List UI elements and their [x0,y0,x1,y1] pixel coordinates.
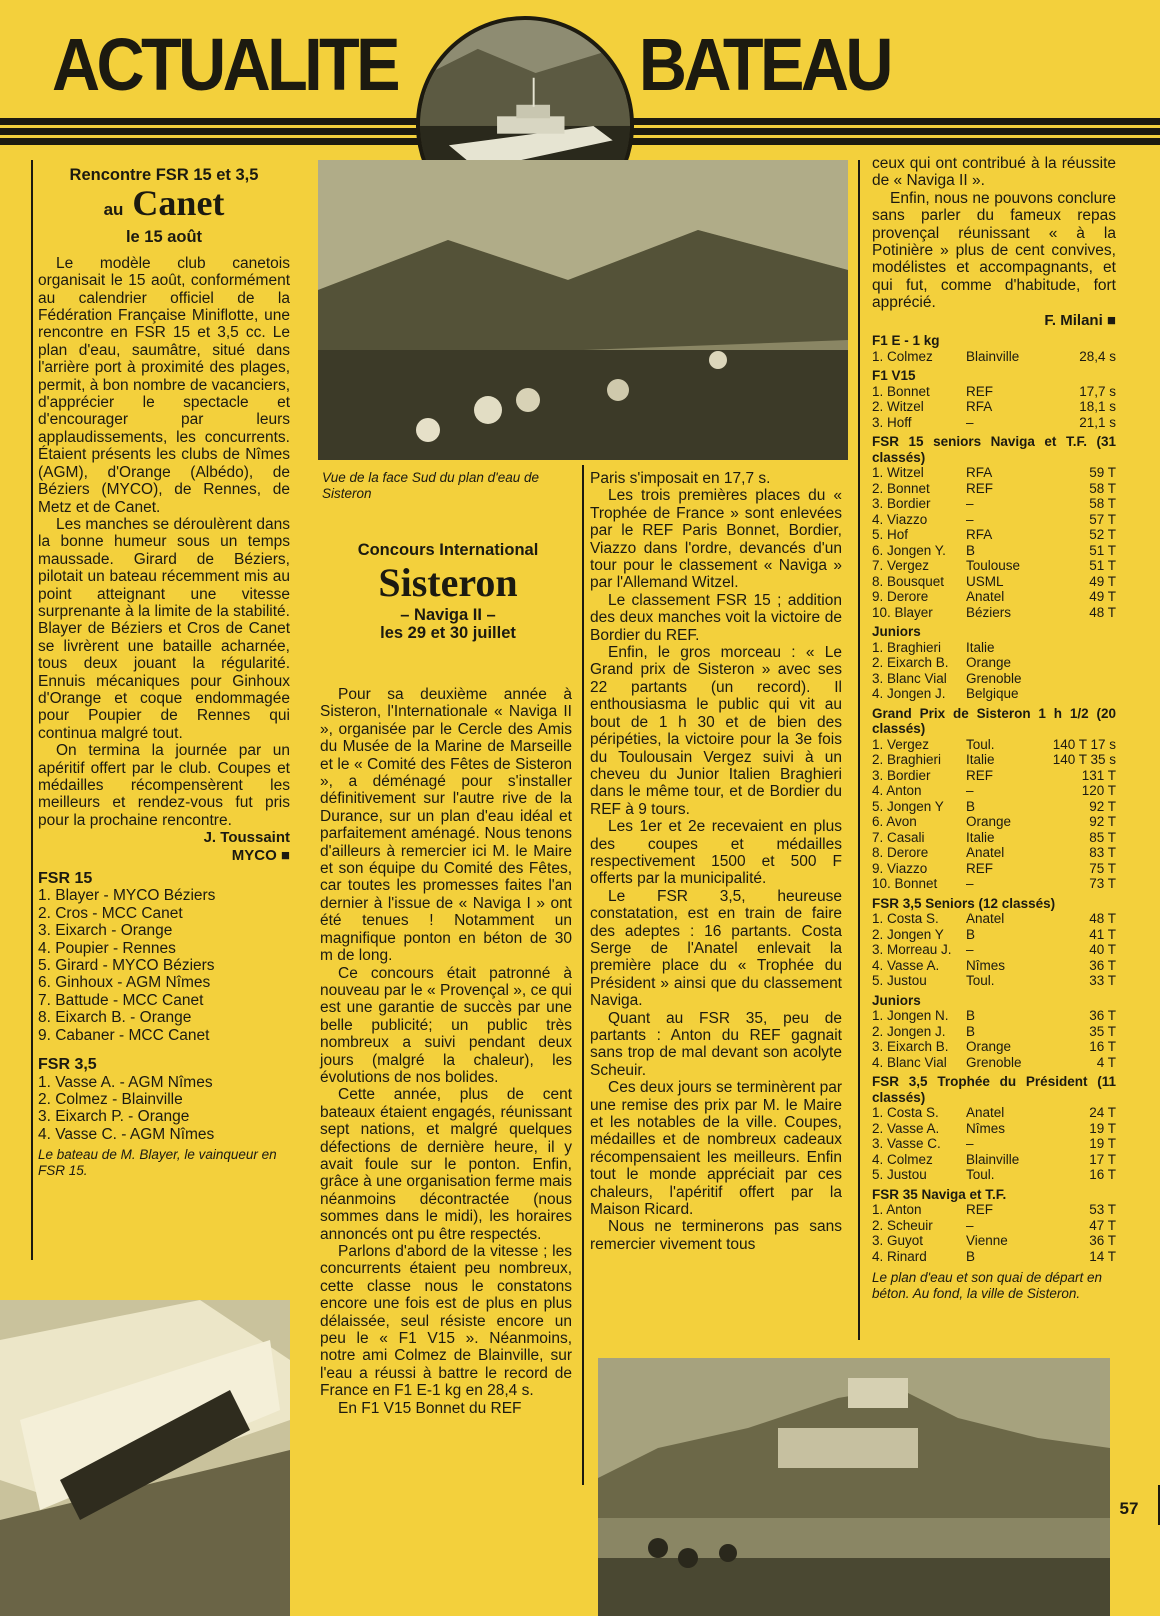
sisteron-paragraph: Ces deux jours se terminèrent par une remise des prix par M. le Maire et les notables de la ville. Coupes, médailles et de nombreux cadeaux récompensaient les meilleurs. Enfin tout le monde appréciait par ces chaleurs, l'apéritif offert par la Maison Ricard. [590,1079,842,1219]
result-value: 21,1 s [1079,414,1116,430]
masthead-right-title: BATEAU [639,23,890,106]
result-value [1046,686,1116,702]
result-name: 5. Jongen Y [872,798,944,814]
result-club: B [966,1023,976,1039]
result-club: – [966,942,974,958]
sisteron-paragraph: Quant au FSR 35, peu de partants : Anton du REF gagnait sans trop de mal devant son acolyte Scheuir. [590,1009,842,1079]
result-club: B [966,798,976,814]
result-value: 92 T [1089,798,1116,814]
results-section-title: FSR 15 seniors Naviga et T.F. (31 classés) [872,434,1116,465]
result-name: 1. Anton [872,1202,922,1218]
result-name: 7. Vergez [872,558,930,574]
result-value: 16 T [1089,1167,1116,1183]
results-row [872,1136,1116,1152]
result-name: 8. Derore [872,845,929,861]
results-row [872,958,1116,974]
results-table [872,911,1116,989]
sisteron-paragraph: Les trois premières places du « Trophée de France » sont enlevées par le REF Paris Bonnet, Bordier, Viazzo dans l'ordre, devancés d'un tour pour le classement « Naviga » par l'Allemand Witzel. [590,487,842,592]
result-value: 36 T [1089,1008,1116,1024]
result-value: 57 T [1089,511,1116,527]
results-row [872,942,1116,958]
results-table [872,1105,1116,1183]
blayer-caption: Le bateau de M. Blayer, le vainqueur en FSR 15. [38,1147,277,1178]
result-name: 1. Jongen N. [872,1008,949,1024]
canet-title-city: Canet [132,183,225,224]
fsr35-result-row: 3. Eixarch P. - Orange [38,1108,190,1126]
results-row [872,1039,1116,1055]
result-club: B [966,1008,976,1024]
page-number: 57 [1119,1499,1139,1518]
result-name: 9. Derore [872,589,929,605]
results-table [872,1008,1116,1070]
result-club: REF [966,480,993,496]
sisteron-article-col3 [590,470,842,1253]
results-row [872,496,1116,512]
result-name: 1. Costa S. [872,1105,939,1121]
canet-title [38,184,290,229]
result-name: 4. Rinard [872,1248,927,1264]
canet-club: MYCO ■ [231,846,290,864]
result-club: Italie [966,829,995,845]
sisteron-paragraph: Nous ne terminerons pas sans remercier vivement tous [590,1218,842,1253]
results-table [872,349,1116,365]
result-name: 2. Eixarch B. [872,655,949,671]
fsr35-result-row: 2. Colmez - Blainville [38,1090,183,1108]
result-name: 1. Vergez [872,736,930,752]
result-value: 58 T [1089,496,1116,512]
result-name: 5. Hof [872,527,909,543]
column-rule [858,160,860,1340]
result-value: 17,7 s [1079,383,1116,399]
result-name: 1. Costa S. [872,911,939,927]
result-club: RFA [966,465,993,481]
result-value: 120 T [1081,783,1116,799]
fsr35-title: FSR 3,5 [38,1056,97,1074]
result-name: 2. Vasse A. [872,1120,940,1136]
results-row [872,558,1116,574]
sisteron-paragraph: Le FSR 3,5, heureuse constatation, est en train de faire des adeptes : 16 partants. Costa Serge de l'Anatel enlevait la première place du « Trophée du Président » ainsi que du classement Naviga. [590,887,842,1010]
result-name: 4. Jongen J. [872,686,946,702]
results-row [872,589,1116,605]
fsr15-result-row: 1. Blayer - MYCO Béziers [38,887,216,905]
fsr15-result-row: 4. Poupier - Rennes [38,939,176,957]
result-club: Orange [966,1039,1012,1055]
fsr15-result-row: 6. Ginhoux - AGM Nîmes [38,974,211,992]
results-row [872,737,1116,753]
column-rule [582,465,584,1485]
sisteron-article-col2 [320,686,572,1417]
result-name: 1. Witzel [872,465,924,481]
results-row [872,384,1116,400]
result-name: 4. Colmez [872,1151,933,1167]
result-value: 49 T [1089,589,1116,605]
result-name: 3. Bordier [872,767,931,783]
results-section-title: Grand Prix de Sisteron 1 h 1/2 (20 classés) [872,705,1116,737]
result-value: 51 T [1089,558,1116,574]
fsr15-result-row: 7. Battude - MCC Canet [38,991,204,1009]
fsr15-result-row: 9. Cabaner - MCC Canet [38,1026,210,1044]
result-club: B [966,1248,976,1264]
results-row [872,1218,1116,1234]
result-name: 4. Anton [872,783,922,799]
result-value: 4 T [1096,1054,1116,1070]
sisteron-results [872,333,1116,1264]
results-row [872,543,1116,559]
result-club: REF [966,767,993,783]
sisteron-paragraph: Cette année, plus de cent bateaux étaient engagés, réunissant sept nations, et malgré quelques défections de dernière heure, il y avait foule sur le ponton. Enfin, grâce à une organisation ferme mais néanmoins décontractée (nous sommes dans le midi), les horaires annoncés ont pu être respectés. [320,1086,572,1243]
results-row [872,927,1116,943]
result-name: 2. Scheuir [872,1217,933,1233]
result-value: 36 T [1089,1233,1116,1249]
results-section-title: Juniors [872,624,921,640]
result-club: Belgique [966,686,1019,702]
results-row [872,1055,1116,1071]
sisteron-paragraph: Parlons d'abord de la vitesse ; les concurrents étaient peu nombreux, cette classe nous le constatons encore une fois est de plus en plus délaissée, seul résiste encore un peu le « F1 V15 ». Néanmoins, notre ami Colmez de Blainville, sur l'eau a réussi à battre le record de France en F1 E-1 kg en 28,4 s. [320,1243,572,1400]
result-value: 47 T [1089,1217,1116,1233]
results-row [872,876,1116,892]
sisteron-town-photo [598,1358,1110,1616]
result-club: Anatel [966,845,1005,861]
result-value: 140 T 17 s [1052,736,1116,752]
results-row [872,861,1116,877]
result-value: 17 T [1089,1151,1116,1167]
results-row [872,1121,1116,1137]
column-rule [31,160,33,1260]
result-value: 19 T [1089,1136,1116,1152]
results-row [872,527,1116,543]
result-value: 75 T [1089,860,1116,876]
result-value [1046,671,1116,687]
result-club: Nîmes [966,1120,1006,1136]
results-row [872,671,1116,687]
result-club: Toul. [966,973,995,989]
result-value: 18,1 s [1079,399,1116,415]
results-row [872,512,1116,528]
result-name: 4. Blanc Vial [872,1054,947,1070]
results-section-title: FSR 3,5 Trophée du Président (11 classés) [872,1074,1116,1105]
blayer-boat-photo [0,1300,290,1616]
result-value [1046,655,1116,671]
results-row [872,1233,1116,1249]
result-club: – [966,876,974,892]
result-name: 10. Bonnet [872,876,938,892]
sisteron-paragraph: Ce concours était patronné à nouveau par le « Provençal », ce qui est une garantie de succès par une belle publicité; un public très nombreux a suivi pendant deux jours (malgré la chaleur), les évolutions de nos bolides. [320,964,572,1086]
result-name: 2. Jongen J. [872,1023,946,1039]
result-value: 33 T [1089,973,1116,989]
results-row [872,973,1116,989]
results-row [872,415,1116,431]
results-row [872,481,1116,497]
result-value: 73 T [1089,876,1116,892]
result-value: 51 T [1089,542,1116,558]
result-name: 3. Blanc Vial [872,670,947,686]
results-row [872,830,1116,846]
results-section-title: FSR 3,5 Seniors (12 classés) [872,895,1056,911]
south-photo-caption: Vue de la face Sud du plan d'eau de Sisteron [322,470,540,501]
result-club: REF [966,383,993,399]
canet-results [38,870,290,1143]
result-name: 1. Braghieri [872,639,942,655]
result-club: Vienne [966,1233,1008,1249]
results-row [872,399,1116,415]
result-value: 83 T [1089,845,1116,861]
results-row [872,814,1116,830]
results-row [872,1249,1116,1265]
results-section-title: Juniors [872,992,921,1008]
masthead-left-title: ACTUALITE [52,23,397,106]
results-row [872,686,1116,702]
result-club: – [966,1217,974,1233]
result-club: – [966,1136,974,1152]
quay-photo-caption: Le plan d'eau et son quai de départ en béton. Au fond, la ville de Sisteron. [872,1270,1103,1301]
sisteron-paragraph: Pour sa deuxième année à Sisteron, l'Internationale « Naviga II », organisée par le Cercle des Amis du Musée de la Marine de Marseille et le « Comité des Fêtes de Sisteron », a déménagé pour s'installer définitivement sur l'autre rive de la Durance, sur un plan d'eau idéal et parfaitement aménagé. Nous tenons d'ailleurs à remercier ici M. le Maire et son équipe du Comité des Fêtes, car toutes les promesses faites l'an dernier à l'issue de « Naviga I » ont été tenues ! Notamment un magnifique ponton en béton de 30 m de long. [320,686,572,965]
result-name: 1. Bonnet [872,383,930,399]
result-name: 5. Justou [872,1167,927,1183]
sisteron-subtitle: – Naviga II – [400,606,496,625]
results-table [872,384,1116,431]
result-value: 48 T [1089,604,1116,620]
result-name: 2. Witzel [872,399,924,415]
fsr15-result-row: 5. Girard - MYCO Béziers [38,957,215,975]
sisteron-header [330,542,566,642]
result-club: – [966,496,974,512]
result-value: 35 T [1089,1023,1116,1039]
results-row [872,1202,1116,1218]
result-club: Toulouse [966,558,1021,574]
result-club: Anatel [966,1105,1005,1121]
sisteron-author: F. Milani ■ [1044,311,1116,329]
result-value: 28,4 s [1079,348,1116,364]
result-club: Toul. [966,736,995,752]
result-club: Italie [966,752,995,768]
result-club: Grenoble [966,670,1022,686]
results-section-title: F1 E - 1 kg [872,333,940,349]
canet-article [38,165,290,1178]
results-row [872,640,1116,656]
sisteron-paragraph: Enfin, le gros morceau : « Le Grand prix de Sisteron » avec ses 22 partants (un record). Il enthousiasma le public qui vit au bout de 1 h 30 et de bien des péripéties, la victoire pour la 3e fois du Toulousain Vergez suivi à un cheveu du Junior Italien Braghieri dans le même tour, et de Bordier du REF à 9 tours. [590,644,842,818]
canet-title-au: au [103,200,124,220]
results-row [872,605,1116,621]
result-club: Béziers [966,604,1012,620]
sisteron-paragraph: Les 1er et 2e recevaient en plus des coupes et médailles respectivement 1500 et 500 F offerts par la municipalité. [590,818,842,888]
results-row [872,655,1116,671]
result-club: Blainville [966,1151,1020,1167]
result-value: 41 T [1089,926,1116,942]
sisteron-title: Sisteron [378,560,518,606]
result-club: Nîmes [966,957,1006,973]
result-value: 52 T [1089,527,1116,543]
result-value: 131 T [1081,767,1116,783]
result-value: 58 T [1089,480,1116,496]
result-club: RFA [966,399,993,415]
sisteron-paragraph: Paris s'imposait en 17,7 s. [590,470,771,487]
canet-paragraph: On termina la journée par un apéritif offert par le club. Coupes et médailles récompensèrent les meilleurs et rendez-vous fut pris pour la prochaine rencontre. [38,742,290,829]
results-row [872,752,1116,768]
fsr15-list [38,887,290,1044]
fsr35-list [38,1074,290,1144]
result-value: 40 T [1089,942,1116,958]
result-name: 1. Colmez [872,348,933,364]
result-name: 8. Bousquet [872,573,945,589]
results-table [872,1202,1116,1264]
result-name: 3. Guyot [872,1233,924,1249]
fsr15-result-row: 3. Eixarch - Orange [38,922,173,940]
result-name: 7. Casali [872,829,925,845]
fsr35-result-row: 4. Vasse C. - AGM Nîmes [38,1125,215,1143]
canet-date: le 15 août [125,228,203,247]
sisteron-paragraph: En F1 V15 Bonnet du REF [338,1399,522,1417]
results-row [872,1105,1116,1121]
results-row [872,783,1116,799]
sisteron-date: les 29 et 30 juillet [380,623,516,642]
result-value [1046,640,1116,656]
sisteron-kicker: Concours International [357,541,539,559]
result-value: 49 T [1089,573,1116,589]
result-club: Blainville [966,348,1020,364]
result-club: – [966,414,974,430]
result-name: 3. Eixarch B. [872,1039,949,1055]
results-table [872,737,1116,892]
result-club: B [966,542,976,558]
result-name: 2. Jongen Y [872,926,944,942]
result-club: – [966,783,974,799]
result-value: 92 T [1089,814,1116,830]
fsr15-result-row: 8. Eixarch B. - Orange [38,1009,192,1027]
canet-author: J. Toussaint [203,829,290,847]
result-value: 19 T [1089,1120,1116,1136]
results-section-title: F1 V15 [872,368,916,384]
result-name: 5. Justou [872,973,927,989]
results-row [872,574,1116,590]
result-club: USML [966,573,1004,589]
result-club: Orange [966,814,1012,830]
result-club: Anatel [966,911,1005,927]
results-row [872,1152,1116,1168]
results-row [872,845,1116,861]
canet-paragraph: Le modèle club canetois organisait le 15 août, conformément au calendrier officiel de la Fédération Française Miniflotte, une rencontre en FSR 15 et 3,5 cc. Le plan d'eau, saumâtre, situé dans l'arrière port à proximité des plages, permit, à bon nombre de vacanciers, d'apprécier le spectacle et d'encourager par leurs applaudissements, les concurrents. Étaient présents les clubs de Nîmes (AGM), d'Orange (Albédo), de Béziers (MYCO), de Rennes, de Metz et de Canet. [38,254,290,516]
result-club: Toul. [966,1167,995,1183]
result-name: 3. Bordier [872,496,931,512]
fsr35-result-row: 1. Vasse A. - AGM Nîmes [38,1073,213,1091]
result-value: 85 T [1089,829,1116,845]
results-table [872,640,1116,702]
result-club: REF [966,860,993,876]
sisteron-south-photo [318,160,848,460]
result-club: Orange [966,655,1012,671]
result-value: 59 T [1089,465,1116,481]
sisteron-paragraph: Enfin, nous ne pouvons conclure sans parler du fameux repas provençal réunissant « à la Potinière » plus de cent convives, modélistes et accompagnants, et qui fut, comme d'habitude, fort apprécié. [872,189,1116,312]
fsr15-title: FSR 15 [38,870,93,888]
result-club: REF [966,1202,993,1218]
result-name: 3. Hoff [872,414,912,430]
result-value: 48 T [1089,911,1116,927]
result-club: Anatel [966,589,1005,605]
result-value: 140 T 35 s [1052,752,1116,768]
results-row [872,465,1116,481]
result-name: 4. Viazzo [872,511,928,527]
results-row [872,1008,1116,1024]
result-name: 6. Avon [872,814,917,830]
sisteron-article-col4 [872,155,1116,1301]
result-name: 4. Vasse A. [872,957,940,973]
result-value: 14 T [1089,1248,1116,1264]
canet-headline: Rencontre FSR 15 et 3,5 [69,166,259,184]
results-section-title: FSR 35 Naviga et T.F. [872,1186,1007,1202]
results-row [872,1167,1116,1183]
result-value: 53 T [1089,1202,1116,1218]
result-name: 2. Braghieri [872,752,942,768]
result-value: 16 T [1089,1039,1116,1055]
result-value: 24 T [1089,1105,1116,1121]
canet-paragraph: Les manches se déroulèrent dans la bonne humeur sous un temps maussade. Girard de Béziers, pilotait un bateau récemment mis au point atteignant une vitesse surprenante à la limite de la stabilité. Blayer de Béziers et Cros de Canet se livrèrent une bataille acharnée, tous deux jouant la régularité. Ennuis mécaniques pour Ginhoux d'Orange et coque endommagée pour Poupier de Rennes qui continua malgré tout. [38,515,290,742]
results-row [872,911,1116,927]
masthead [0,0,1160,160]
result-club: – [966,511,974,527]
results-row [872,1024,1116,1040]
results-row [872,768,1116,784]
results-row [872,349,1116,365]
result-name: 2. Bonnet [872,480,930,496]
results-row [872,799,1116,815]
result-club: RFA [966,527,993,543]
result-name: 9. Viazzo [872,860,928,876]
result-club: B [966,926,976,942]
result-name: 10. Blayer [872,604,933,620]
result-club: Italie [966,639,995,655]
sisteron-paragraph: Le classement FSR 15 ; addition des deux manches voit la victoire de Bordier du REF. [590,591,842,644]
result-club: Grenoble [966,1054,1022,1070]
result-name: 3. Morreau J. [872,942,952,958]
result-value: 36 T [1089,957,1116,973]
results-table [872,465,1116,620]
sisteron-paragraph: ceux qui ont contribué à la réussite de « Naviga II ». [872,155,1116,190]
result-name: 3. Vasse C. [872,1136,941,1152]
result-name: 6. Jongen Y. [872,542,946,558]
fsr15-result-row: 2. Cros - MCC Canet [38,904,183,922]
